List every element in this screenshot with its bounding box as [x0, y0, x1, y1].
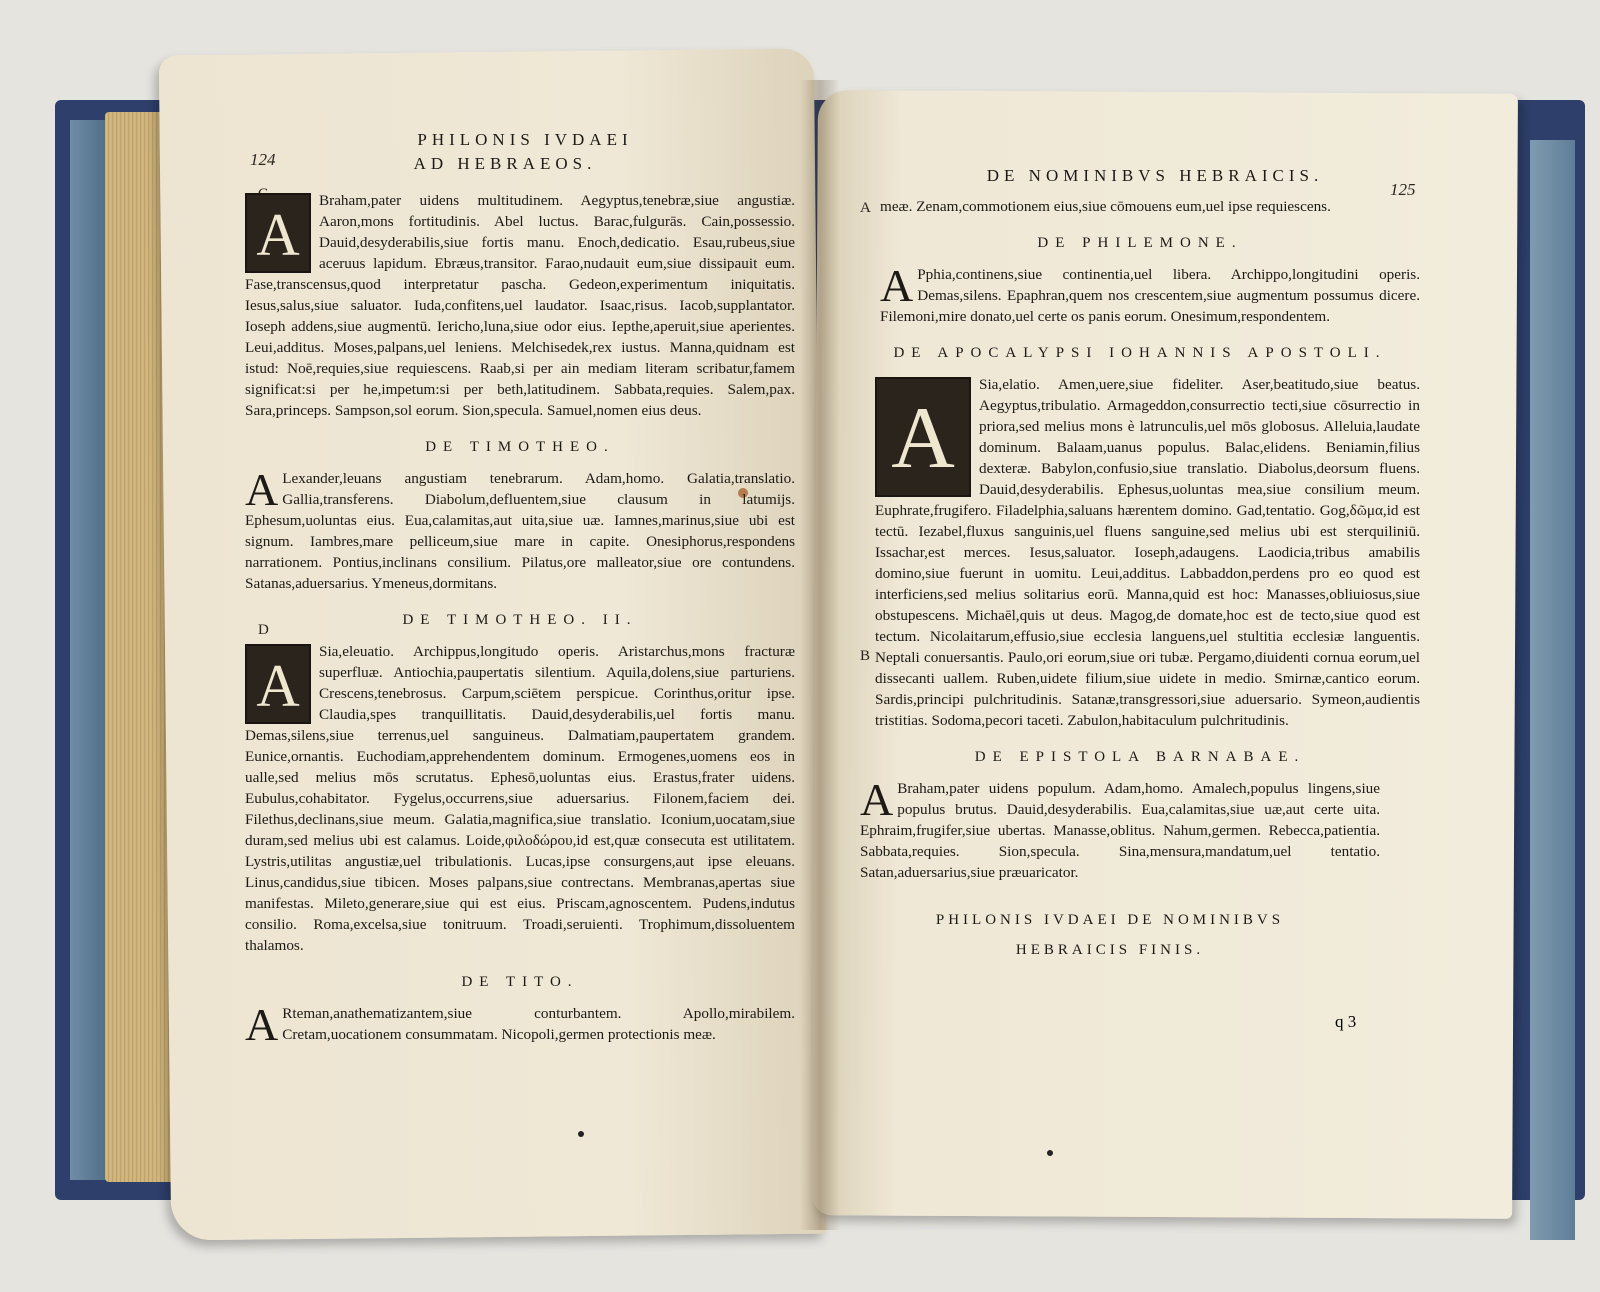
entry-text: Rteman,anathematizantem,siue conturbantem. Apollo,mirabilem. Cretam,uocationem consummatam. Nicopoli,germen protectionis meæ.	[282, 1005, 795, 1043]
drop-initial: A	[245, 464, 279, 515]
entry-text: Sia,elatio. Amen,uere,siue fideliter. Aser,beatitudo,siue beatus. Aegyptus,tribulatio. Armageddon,consurrectio tecti,siue cōsurrectio in priora,sed melius mons è latrunculis,uel mōs globosus. Alleluia,laudate dominum. Balaam,uanus populus. Balac,elidens. Beniamin,filius dexteræ. Babylon,confusio,siue translatio. Diabolus,deorsum fluens. Dauid,desyderabilis. Ephesus,uoluntas mea,siue consilium meum. Euphrate,frugifero. Filadelphia,saluans hærentem domino. Gad,tentatio. Gog,δῶμα,id est tectū. Iezabel,fluxus sanguinis,uel fluens sanguine,sed melius ubi est sterquiliniū. Issachar,est merces. Iesus,saluator. Ioseph,adaugens. Laodicia,tribus amabilis domino,siue fuerunt in uomitu. Leui,additus. Labbaddon,perdens pro eo quod est interficiens,sed melius solitarius eorū. Manna,quid est hoc: Manasses,obliuiosus,siue obstupescens. Michaēl,quis ut deus. Magog,de domate,hoc est de tecto,siue quod est tectum. Nicolaitarum,effusio,siue ecclesia languens,uel stultitia ecclesiæ languentis. Neptali conuersantis. Paulo,ori eorum,siue ori tubæ. Pergamo,diuidenti cornua eorum,uel dissecanti uallem. Ruben,uidete filium,siue uidete in medio. Smirnæ,cantico eorum. Sardis,principi pulchritudinis. Satanæ,transgressori,siue aduersario. Symeon,audientis tristitias. Sodoma,pecori taceti. Zabulon,habitaculum pulchritudinis.	[875, 376, 1420, 729]
woodcut-initial: A	[245, 644, 311, 724]
entry-text: Braham,pater uidens populum. Adam,homo. Amalech,populus lingens,siue populus brutus. Dauid,desyderabilis. Eua,calamitas,siue uæ,aut certe uita. Ephraim,frugifer,siue ubertas. Manasse,oblitus. Nahum,germen. Rebecca,patientia. Sabbata,requies. Sion,specula. Sina,mensura,mandatum,uel tentatio. Satan,aduersarius,siue præuaricator.	[860, 780, 1380, 881]
colophon-line-2: HEBRAICIS FINIS.	[1015, 942, 1205, 958]
entry-block-timotheo	[245, 464, 795, 594]
section-title-apocalypsi: DE APOCALYPSI IOHANNIS APOSTOLI.	[893, 345, 1387, 361]
left-folio: 124	[250, 150, 276, 169]
section-title-philemone: DE PHILEMONE.	[1037, 235, 1243, 251]
woodcut-initial: A	[875, 377, 971, 497]
drop-initial: A	[245, 999, 279, 1050]
colophon	[860, 905, 1360, 965]
printers-dot	[1047, 1150, 1053, 1156]
drop-initial: A	[860, 774, 894, 825]
section-title-barnabae: DE EPISTOLA BARNABAE.	[974, 749, 1306, 765]
entry-block-hebraeos	[245, 190, 795, 421]
colophon-line-1: PHILONIS IVDAEI DE NOMINIBVS	[935, 912, 1285, 928]
entry-text: Sia,eleuatio. Archippus,longitudo operis. Aristarchus,mons fracturæ superfluæ. Antiochia,paupertatis silentium. Aquila,dolens,siue parturiens. Crescens,tenebrosus. Carpum,sciētem perspicue. Corinthus,oritur ipse. Claudia,spes tranquillitatis. Dauid,desyderabilis,uel fortis manu. Demas,silens,siue terrenus,uel sanguineus. Dalmatiam,paupertatem grandem. Eunice,ornantis. Euchodiam,apprehendentem dominum. Ermogenes,uomens eos in ualle,sed melius mōs scrutatus. Ephesō,uoluntas eius. Erastus,frater uidens. Eubulus,cohabitator. Fygelus,occurrens,siue aduersarius. Filonem,faciem dei. Filethus,declinans,siue meum. Galatia,magnifica,siue translatio. Iconium,uocatam,siue duram,sed melius ubi est calamus. Loide,φιλοδώρου,id est,quæ consecuta est utilitatem. Lystris,utilitas angustiæ,uel tribulationis. Lucas,ipse consurgens,aut ipse eleuans. Linus,candidus,siue tibicen. Moses palpans,siue contrectans. Membranas,apertas siue manifestas. Mileto,generare,siue qui est eius. Priscam,agnoscentem. Pudens,indutus consilio. Roma,excelsa,siue tonitruum. Troadi,seruienti. Trophimum,dissoluentem thalamos.	[245, 643, 795, 954]
running-head: DE NOMINIBVS HEBRAICIS.	[986, 166, 1324, 185]
left-page-text	[245, 128, 795, 1050]
carry-over-line: meæ. Zenam,commotionem eius,siue cōmouens eum,uel ipse requiescens.	[880, 198, 1331, 215]
right-page-text	[860, 156, 1420, 965]
cover-edge-left	[70, 120, 110, 1180]
signature-mark: q 3	[1335, 1012, 1357, 1031]
section-title-tito: DE TITO.	[461, 974, 579, 990]
right-folio: 125	[1390, 180, 1416, 199]
running-head-1: PHILONIS IVDAEI	[417, 130, 633, 149]
margin-letter-d: D	[258, 622, 269, 638]
woodcut-initial: A	[245, 193, 311, 273]
entry-block-apocalypsi	[875, 374, 1420, 731]
section-title-timotheo-ii: DE TIMOTHEO. II.	[402, 612, 638, 628]
entry-text: Lexander,leuans angustiam tenebrarum. Adam,homo. Galatia,translatio. Gallia,transferens. Diabolum,defluentem,siue clausum in latumijs. Ephesum,uoluntas eius. Eua,calamitas,aut uita,siue uæ. Iamnes,marinus,siue ubi est signum. Iambres,mare pelliceum,siue mare in capite. Onesiphorus,respondens narrationem. Pontius,inclinans consilium. Pilatus,ore malleator,siue ore contundens. Satanas,aduersarius. Ymeneus,dormitans.	[245, 470, 795, 592]
entry-text: Braham,pater uidens multitudinem. Aegyptus,tenebræ,siue angustiæ. Aaron,mons fortitudinis. Abel luctus. Barac,fulgurās. Cain,possessio. Dauid,desyderabilis,siue fortis manu. Enoch,dedicatio. Esau,rubeus,siue aceruus lapidum. Ebræus,transitor. Farao,nudauit eum,siue dissipauit eum. Fase,transcensus,quod interpretatur pascha. Gedeon,experimentum iniquitatis. Iesus,salus,siue saluator. Iuda,confitens,uel laudator. Isaac,risus. Iacob,supplantator. Ioseph addens,siue augmentū. Iericho,luna,siue odor eius. Iepthe,aperuit,siue aperientes. Leui,additus. Moses,palpans,uel leniens. Melchisedek,rex iustus. Manna,quidnam est istud: Noē,requies,siue requiescens. Raab,si per ain mediam literam scribatur,famem significat:si per he,impetum:si per beth,latitudinem. Sabbata,requies. Salem,pax. Sara,princeps. Sampson,sol eorum. Sion,specula. Samuel,nomen eius deus.	[245, 192, 795, 419]
running-head-2: AD HEBRAEOS.	[413, 154, 597, 173]
book-gutter	[800, 80, 840, 1230]
entry-block-timotheo-ii	[245, 641, 795, 956]
printers-dot	[578, 1131, 584, 1137]
entry-block-tito	[245, 999, 795, 1050]
entry-block-barnabae	[860, 774, 1380, 883]
margin-letter-a: A	[860, 200, 871, 216]
entry-text: Pphia,continens,siue continentia,uel libera. Archippo,longitudini operis. Demas,silens. Epaphran,quem nos crescentem,siue augmentum possumus dicere. Filemoni,mire donato,uel certe os panis eorum. Onesimum,respondentem.	[880, 266, 1420, 325]
section-title-timotheo: DE TIMOTHEO.	[425, 439, 615, 455]
margin-letter-b: B	[860, 648, 871, 664]
cover-edge-right	[1530, 140, 1575, 1240]
entry-block-philemone	[880, 260, 1420, 327]
drop-initial: A	[880, 260, 914, 311]
